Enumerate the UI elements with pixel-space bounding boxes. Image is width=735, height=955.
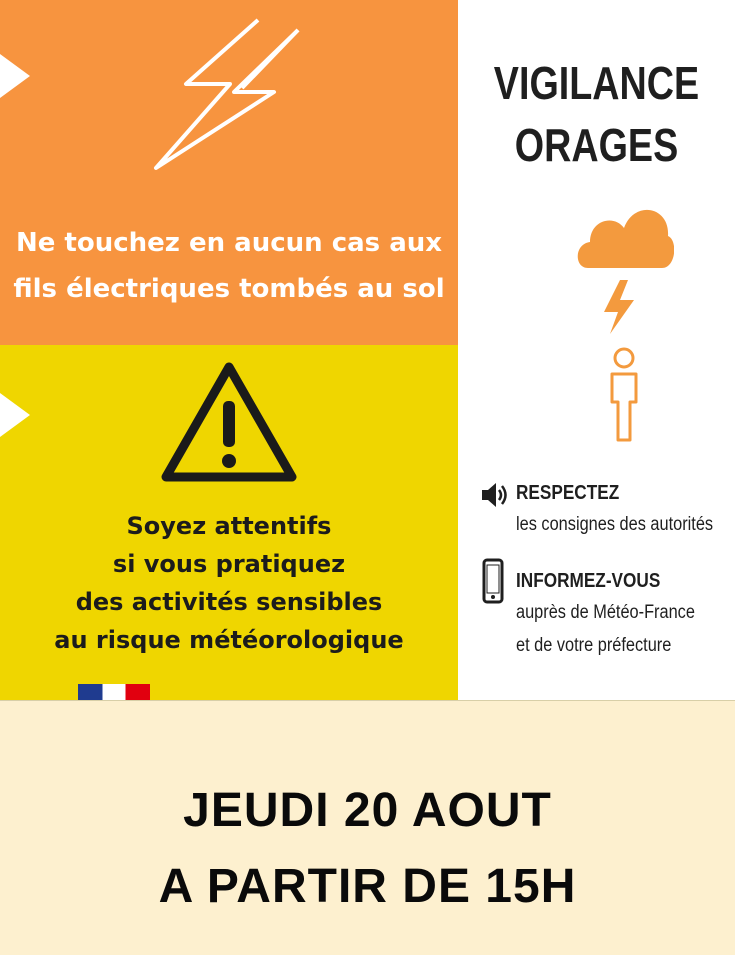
- arrow-marker: [0, 54, 30, 98]
- consigne-informez-text-2: et de votre préfecture: [516, 635, 672, 656]
- consigne-informez-heading: INFORMEZ-VOUS: [516, 570, 661, 592]
- caution-line-3: des activités sensibles: [75, 588, 383, 616]
- vigilance-panel: [458, 0, 735, 700]
- yellow-panel: [0, 345, 458, 700]
- phone-icon: [482, 558, 504, 604]
- caution-line-1: Soyez attentifs: [126, 512, 332, 540]
- french-republic-flag-logo: [78, 684, 150, 700]
- vigilance-title-line-1: VIGILANCE: [493, 57, 700, 109]
- consigne-informez-text-1: auprès de Météo-France: [516, 602, 695, 623]
- vigilance-title-line-2: ORAGES: [514, 119, 679, 171]
- time-line: A PARTIR DE 15H: [158, 860, 577, 913]
- date-line: JEUDI 20 AOUT: [183, 784, 552, 837]
- orange-panel: [0, 0, 458, 345]
- consigne-respectez-heading: RESPECTEZ: [516, 482, 620, 504]
- caution-line-2: si vous pratiquez: [112, 550, 346, 578]
- warning-triangle-icon: [158, 359, 300, 485]
- vigilance-title: [483, 52, 710, 176]
- arrow-marker: [0, 393, 30, 437]
- date-banner: [0, 700, 735, 955]
- storm-person-icon: [574, 180, 674, 442]
- caution-line-4: au risque météorologique: [54, 626, 404, 654]
- warning-text-line-2: fils électriques tombés au sol: [13, 274, 445, 304]
- warning-text-line-1: Ne touchez en aucun cas aux: [15, 228, 443, 258]
- consigne-respectez-text: les consignes des autorités: [516, 514, 714, 535]
- speaker-icon: [480, 480, 510, 510]
- lightning-bolt-icon: [148, 14, 308, 174]
